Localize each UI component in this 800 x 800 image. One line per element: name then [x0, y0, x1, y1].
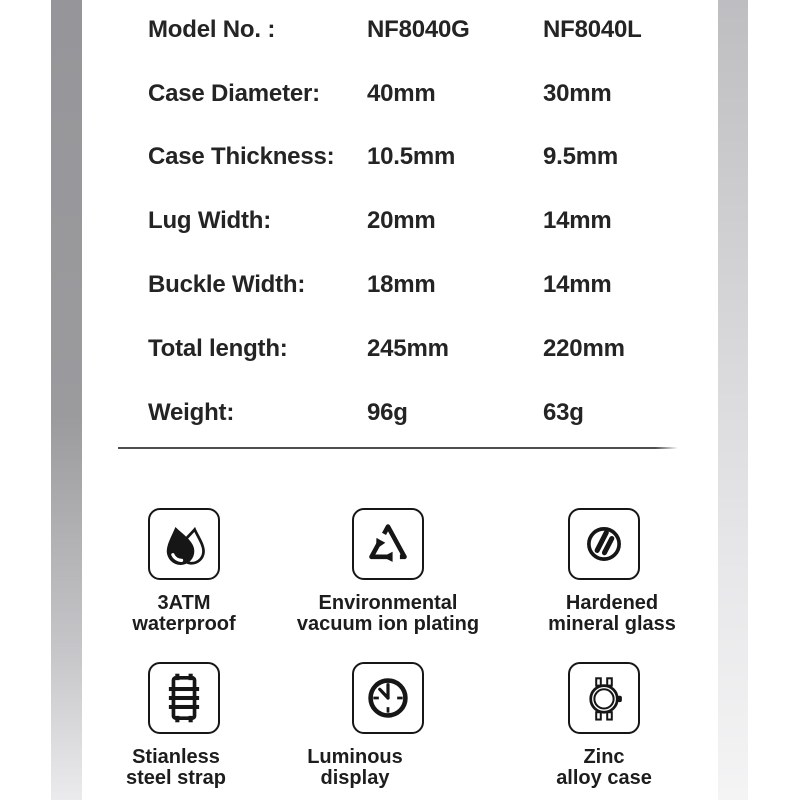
spec-value-1: 18mm — [367, 271, 436, 299]
feature-label: Luminous display — [307, 746, 403, 789]
spec-table — [148, 0, 678, 445]
feature-steel-strap — [74, 662, 294, 789]
spec-row-buckle-width — [148, 253, 678, 317]
spec-row-model — [148, 0, 678, 62]
strap-icon — [148, 662, 220, 734]
spec-row-weight — [148, 381, 678, 445]
spec-label: Total length: — [148, 334, 288, 362]
clock-icon — [352, 662, 424, 734]
recycle-icon — [352, 508, 424, 580]
spec-value-2: 14mm — [543, 207, 612, 235]
watch-case-icon — [568, 662, 640, 734]
spec-value-1: NF8040G — [367, 15, 470, 43]
spec-row-lug-width — [148, 189, 678, 253]
spec-value-2: 14mm — [543, 271, 612, 299]
right-gradient-strip — [718, 0, 748, 800]
spec-value-1: 40mm — [367, 79, 436, 107]
spec-row-total-length — [148, 317, 678, 381]
spec-value-2: 63g — [543, 398, 584, 426]
water-drop-icon — [148, 508, 220, 580]
spec-label: Model No. : — [148, 15, 276, 43]
feature-waterproof — [74, 508, 294, 635]
spec-label: Buckle Width: — [148, 271, 306, 299]
feature-label: Zinc alloy case — [556, 746, 652, 789]
spec-value-2: 9.5mm — [543, 143, 619, 171]
spec-value-1: 10.5mm — [367, 143, 456, 171]
spec-label: Weight: — [148, 398, 235, 426]
spec-value-1: 96g — [367, 398, 408, 426]
spec-row-case-diameter — [148, 62, 678, 126]
feature-label: Hardened mineral glass — [548, 592, 676, 635]
spec-value-2: NF8040L — [543, 15, 642, 43]
spec-label: Case Thickness: — [148, 143, 335, 171]
spec-label: Case Diameter: — [148, 79, 320, 107]
feature-mineral-glass — [494, 508, 714, 635]
feature-label: Environmental vacuum ion plating — [296, 592, 480, 635]
feature-zinc-alloy-case — [494, 662, 714, 789]
spec-value-1: 245mm — [367, 334, 449, 362]
feature-label: Stianless steel strap — [125, 746, 227, 789]
feature-label: 3ATM waterproof — [132, 592, 236, 635]
feature-ion-plating — [278, 508, 498, 635]
table-divider — [118, 447, 678, 449]
spec-value-1: 20mm — [367, 207, 436, 235]
mineral-glass-icon — [568, 508, 640, 580]
spec-value-2: 220mm — [543, 334, 625, 362]
feature-luminous-display — [278, 662, 498, 789]
spec-row-case-thickness — [148, 126, 678, 190]
spec-label: Lug Width: — [148, 207, 272, 235]
spec-value-2: 30mm — [543, 79, 612, 107]
